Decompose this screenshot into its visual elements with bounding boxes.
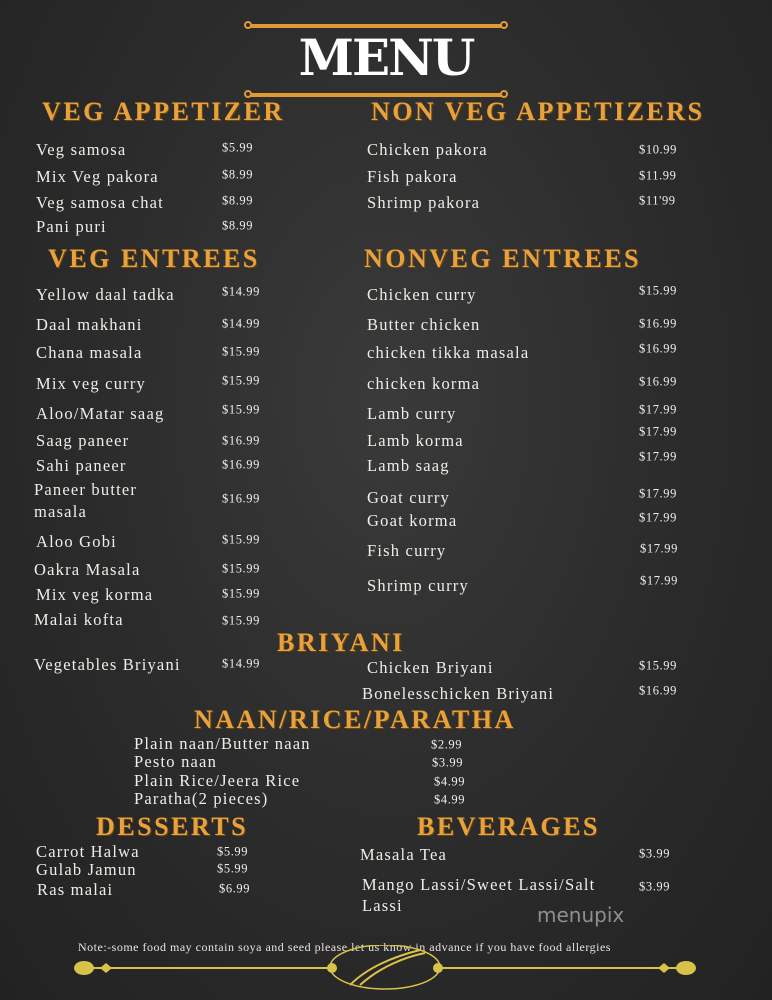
beverages-heading: BEVERAGES	[417, 812, 600, 841]
menu-item-name: Goat curry	[367, 488, 451, 507]
menu-item-name: Plain Rice/Jeera Rice	[134, 771, 301, 790]
menu-item-price: $16.99	[639, 374, 677, 389]
menu-item-price: $14.99	[222, 284, 260, 299]
menu-item-name: Saag paneer	[36, 431, 130, 450]
menu-item-price: $17.99	[639, 449, 677, 464]
menu-item-name-continued: Lassi	[362, 896, 403, 915]
menu-item-name: Veg samosa	[36, 140, 127, 159]
menu-item-name: Veg samosa chat	[36, 193, 164, 212]
menu-item-price: $15.99	[222, 373, 260, 388]
menu-item-price: $16.99	[222, 433, 260, 448]
menu-item-name-continued: masala	[34, 502, 88, 521]
menu-item-price: $16.99	[639, 316, 677, 331]
menu-item-price: $3.99	[432, 755, 464, 770]
menu-item-name: Mix veg korma	[36, 585, 154, 604]
veg-appetizer-heading: VEG APPETIZER	[42, 97, 285, 126]
menu-item-name: Plain naan/Butter naan	[134, 734, 311, 753]
menu-item-price: $17.99	[640, 541, 678, 556]
menu-item-price: $3.99	[639, 879, 671, 894]
menu-item-name: Paneer butter	[34, 480, 138, 499]
menu-item-name: Goat korma	[367, 511, 458, 530]
menu-item-name: Pesto naan	[134, 752, 218, 771]
menu-item-price: $15.99	[222, 532, 260, 547]
menu-item-name: Butter chicken	[367, 315, 481, 334]
menu-item-name: Aloo Gobi	[36, 532, 117, 551]
menu-item-name: Mix veg curry	[36, 374, 146, 393]
menu-item-name: Lamb saag	[367, 456, 450, 475]
menu-item-price: $4.99	[434, 774, 466, 789]
veg-entrees-heading: VEG ENTREES	[48, 244, 260, 273]
menu-item-price: $16.99	[222, 457, 260, 472]
menu-item-name: Mix Veg pakora	[36, 167, 159, 186]
menu-item-name: Aloo/Matar saag	[36, 404, 165, 423]
menu-item-name: Carrot Halwa	[36, 842, 140, 861]
menu-item-price: $5.99	[217, 861, 249, 876]
menu-item-price: $17.99	[639, 424, 677, 439]
menu-item-name: Chicken pakora	[367, 140, 488, 159]
menu-item-price: $15.99	[639, 283, 677, 298]
menu-item-price: $17.99	[639, 510, 677, 525]
menu-item-name: Yellow daal tadka	[36, 285, 175, 304]
menu-item-name: Oakra Masala	[34, 560, 141, 579]
menu-item-name: Chana masala	[36, 343, 143, 362]
menu-item-price: $17.99	[639, 486, 677, 501]
menu-item-price: $15.99	[639, 658, 677, 673]
nonveg-appetizer-heading: NON VEG APPETIZERS	[371, 97, 705, 126]
menu-item-name: chicken tikka masala	[367, 343, 530, 362]
menu-item-price: $11'99	[639, 193, 676, 208]
menu-item-name: Pani puri	[36, 217, 107, 236]
menu-item-name: Shrimp pakora	[367, 193, 481, 212]
menu-item-price: $14.99	[222, 316, 260, 331]
menu-item-price: $8.99	[222, 193, 254, 208]
briyani-heading: BRIYANI	[277, 628, 405, 657]
menu-item-name: Masala Tea	[360, 845, 448, 864]
menu-item-price: $2.99	[431, 737, 463, 752]
naan-heading: NAAN/RICE/PARATHA	[194, 705, 516, 734]
menu-item-name: Malai kofta	[34, 610, 124, 629]
menu-item-name: chicken korma	[367, 374, 481, 393]
menu-item-name: Daal makhani	[36, 315, 143, 334]
menu-item-name: Mango Lassi/Sweet Lassi/Salt	[362, 875, 596, 894]
menu-item-price: $16.99	[639, 341, 677, 356]
menu-item-name: Fish pakora	[367, 167, 458, 186]
page-title: MENU	[298, 28, 474, 87]
menu-item-name: Fish curry	[367, 541, 447, 560]
menu-item-name: Sahi paneer	[36, 456, 127, 475]
menu-item-price: $15.99	[222, 402, 260, 417]
menu-item-name: Bonelesschicken Briyani	[362, 684, 555, 703]
menu-item-name: Chicken Briyani	[367, 658, 494, 677]
menu-item-price: $5.99	[217, 844, 249, 859]
menu-item-name: Vegetables Briyani	[34, 655, 181, 674]
bottom-ornament	[70, 945, 700, 995]
menu-item-price: $8.99	[222, 218, 254, 233]
menu-item-name: Gulab Jamun	[36, 860, 137, 879]
menu-item-price: $11.99	[639, 168, 677, 183]
menu-item-price: $15.99	[222, 561, 260, 576]
desserts-heading: DESSERTS	[96, 812, 249, 841]
menu-item-price: $16.99	[639, 683, 677, 698]
menu-item-price: $5.99	[222, 140, 254, 155]
menu-item-name: Ras malai	[37, 880, 114, 899]
menu-item-name: Shrimp curry	[367, 576, 469, 595]
menu-item-name: Chicken curry	[367, 285, 477, 304]
menu-item-price: $17.99	[640, 573, 678, 588]
watermark-logo: menupix	[537, 903, 625, 927]
menu-item-price: $15.99	[222, 344, 260, 359]
allergy-note: Note:-some food may contain soya and seed please let us know in advance if you have food allergies	[78, 940, 611, 954]
menu-item-price: $6.99	[219, 881, 251, 896]
menu-item-name: Lamb korma	[367, 431, 464, 450]
menu-item-price: $14.99	[222, 656, 260, 671]
menu-item-price: $15.99	[222, 586, 260, 601]
nonveg-entrees-heading: NONVEG ENTREES	[364, 244, 641, 273]
menu-item-price: $8.99	[222, 167, 254, 182]
menu-item-price: $15.99	[222, 613, 260, 628]
menu-item-price: $10.99	[639, 142, 677, 157]
menu-item-price: $4.99	[434, 792, 466, 807]
menu-item-price: $3.99	[639, 846, 671, 861]
menu-item-price: $16.99	[222, 491, 260, 506]
menu-item-name: Lamb curry	[367, 404, 457, 423]
menu-item-price: $17.99	[639, 402, 677, 417]
menu-item-name: Paratha(2 pieces)	[134, 789, 269, 808]
